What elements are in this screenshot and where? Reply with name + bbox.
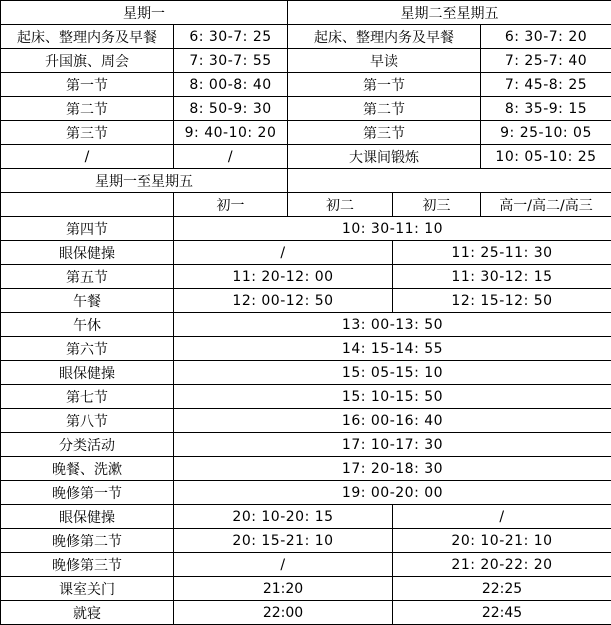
top-header-row [1, 1, 611, 25]
table-row [1, 481, 611, 505]
empty-cell [1, 193, 174, 217]
mon-activity: 第三节 [1, 121, 174, 145]
mon-activity: 第一节 [1, 73, 174, 97]
mon-time: 6: 30-7: 25 [174, 25, 288, 49]
activity-label: 就寝 [1, 601, 174, 625]
table-row [1, 385, 611, 409]
time-junior: / [174, 241, 393, 265]
tf-activity: 早读 [288, 49, 481, 73]
tue-fri-header: 星期二至星期五 [288, 1, 611, 25]
time-all: 14: 15-14: 55 [174, 337, 611, 361]
time-senior: 11: 25-11: 30 [393, 241, 611, 265]
mon-time: / [174, 145, 288, 169]
activity-label: 眼保健操 [1, 241, 174, 265]
table-row [1, 241, 611, 265]
grade-header-row [1, 193, 611, 217]
tf-activity: 第二节 [288, 97, 481, 121]
time-all: 17: 20-18: 30 [174, 457, 611, 481]
table-row [1, 553, 611, 577]
table-row [1, 49, 611, 73]
time-senior: / [393, 505, 611, 529]
time-all: 13: 00-13: 50 [174, 313, 611, 337]
grade-header-g1: 初一 [174, 193, 288, 217]
tf-activity: 起床、整理内务及早餐 [288, 25, 481, 49]
table-row [1, 121, 611, 145]
time-junior: 20: 10-20: 15 [174, 505, 393, 529]
tf-time: 6: 30-7: 20 [481, 25, 611, 49]
table-row [1, 97, 611, 121]
mon-activity: 升国旗、周会 [1, 49, 174, 73]
activity-label: 晚修第一节 [1, 481, 174, 505]
time-junior: 21:20 [174, 577, 393, 601]
table-row [1, 361, 611, 385]
mon-activity: 起床、整理内务及早餐 [1, 25, 174, 49]
tf-activity: 第一节 [288, 73, 481, 97]
grade-header-g3: 初三 [393, 193, 481, 217]
tf-time: 10: 05-10: 25 [481, 145, 611, 169]
tf-activity: 大课间锻炼 [288, 145, 481, 169]
activity-label: 晚餐、洗漱 [1, 457, 174, 481]
time-senior: 12: 15-12: 50 [393, 289, 611, 313]
table-row [1, 409, 611, 433]
mon-time: 9: 40-10: 20 [174, 121, 288, 145]
tf-activity: 第三节 [288, 121, 481, 145]
time-all: 16: 00-16: 40 [174, 409, 611, 433]
time-all: 15: 10-15: 50 [174, 385, 611, 409]
activity-label: 晚修第二节 [1, 529, 174, 553]
time-senior: 21: 20-22: 20 [393, 553, 611, 577]
activity-label: 第六节 [1, 337, 174, 361]
section-header-row [1, 169, 611, 193]
time-junior: 20: 15-21: 10 [174, 529, 393, 553]
table-row [1, 457, 611, 481]
table-row [1, 25, 611, 49]
activity-label: 晚修第三节 [1, 553, 174, 577]
time-senior: 11: 30-12: 15 [393, 265, 611, 289]
time-senior: 22:25 [393, 577, 611, 601]
table-row [1, 289, 611, 313]
table-row [1, 337, 611, 361]
table-row [1, 73, 611, 97]
table-row [1, 505, 611, 529]
time-all: 15: 05-15: 10 [174, 361, 611, 385]
table-row [1, 577, 611, 601]
activity-label: 眼保健操 [1, 505, 174, 529]
mon-activity: 第二节 [1, 97, 174, 121]
table-row [1, 601, 611, 625]
table-row [1, 145, 611, 169]
activity-label: 第四节 [1, 217, 174, 241]
time-all: 17: 10-17: 30 [174, 433, 611, 457]
mon-time: 8: 00-8: 40 [174, 73, 288, 97]
activity-label: 午休 [1, 313, 174, 337]
table-row [1, 433, 611, 457]
mon-time: 8: 50-9: 30 [174, 97, 288, 121]
activity-label: 第五节 [1, 265, 174, 289]
time-junior: / [174, 553, 393, 577]
table-row [1, 529, 611, 553]
monday-header: 星期一 [1, 1, 288, 25]
time-junior: 12: 00-12: 50 [174, 289, 393, 313]
mon-activity: / [1, 145, 174, 169]
activity-label: 第七节 [1, 385, 174, 409]
time-junior: 11: 20-12: 00 [174, 265, 393, 289]
activity-label: 课室关门 [1, 577, 174, 601]
activity-label: 午餐 [1, 289, 174, 313]
tf-time: 9: 25-10: 05 [481, 121, 611, 145]
table-row [1, 313, 611, 337]
grade-header-g4: 高一/高二/高三 [481, 193, 611, 217]
mon-time: 7: 30-7: 55 [174, 49, 288, 73]
time-all: 10: 30-11: 10 [174, 217, 611, 241]
activity-label: 眼保健操 [1, 361, 174, 385]
tf-time: 7: 25-7: 40 [481, 49, 611, 73]
table-row [1, 217, 611, 241]
time-junior: 22:00 [174, 601, 393, 625]
tf-time: 7: 45-8: 25 [481, 73, 611, 97]
activity-label: 第八节 [1, 409, 174, 433]
tf-time: 8: 35-9: 15 [481, 97, 611, 121]
table-row [1, 265, 611, 289]
time-senior: 22:45 [393, 601, 611, 625]
activity-label: 分类活动 [1, 433, 174, 457]
time-all: 19: 00-20: 00 [174, 481, 611, 505]
mon-fri-header: 星期一至星期五 [1, 169, 288, 193]
empty-cell [288, 169, 611, 193]
time-senior: 20: 10-21: 10 [393, 529, 611, 553]
grade-header-g2: 初二 [288, 193, 393, 217]
